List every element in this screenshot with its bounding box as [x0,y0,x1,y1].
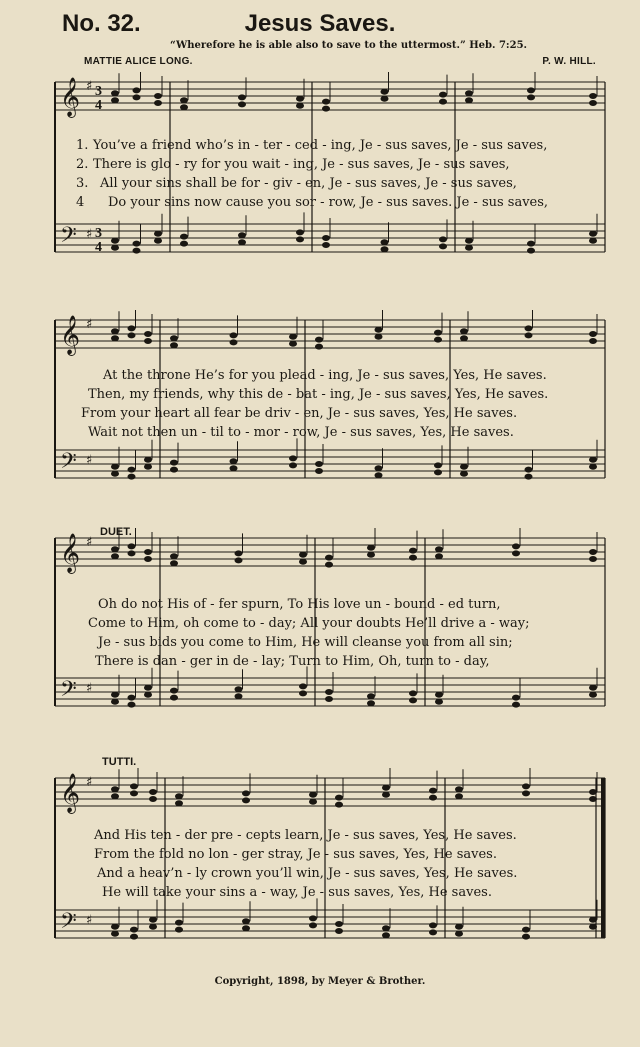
note-head [144,692,152,698]
note-head [325,562,333,568]
note-head [230,458,238,464]
note-head [170,467,178,473]
hymn-title: Jesus Saves. [244,10,396,37]
note-head [175,927,183,933]
note-head [435,699,443,705]
staff-system-2 [0,310,640,500]
bass-clef-icon: 𝄢 [60,677,77,707]
note-head [512,702,520,708]
final-bar-line [601,778,605,938]
duet-marker: DUET. [100,526,132,538]
treble-clef-icon: 𝄞 [60,77,81,117]
note-head [289,462,297,468]
note-head [367,700,375,706]
note-head [322,242,330,248]
note-head [242,918,250,924]
note-head [180,104,188,110]
note-head [589,789,597,795]
note-head [465,238,473,244]
note-head [175,793,183,799]
note-head [381,89,389,95]
sharp-icon: ♯ [86,775,93,790]
lyric-line: Come to Him, oh come to - day; All your doubts He’ll drive a - way; [88,616,530,631]
treble-clef-icon: 𝄞 [60,533,81,573]
time-signature: 3 [95,84,102,99]
note-head [439,243,447,249]
bass-clef-icon: 𝄢 [60,909,77,939]
note-head [315,461,323,467]
note-head [375,327,383,333]
note-head [154,93,162,99]
note-head [235,550,243,556]
note-head [325,555,333,561]
note-head [429,922,437,928]
sharp-icon: ♯ [86,535,93,550]
sharp-icon: ♯ [86,681,93,696]
note-head [589,924,597,930]
note-head [180,234,188,240]
note-head [525,467,533,473]
note-head [309,915,317,921]
note-head [522,783,530,789]
note-head [128,695,136,701]
note-head [309,922,317,928]
note-head [381,96,389,102]
note-head [296,96,304,102]
note-head [235,686,243,692]
note-head [170,460,178,466]
note-head [465,245,473,251]
treble-clef-icon: 𝄞 [60,773,81,813]
note-head [111,471,119,477]
note-head [315,344,323,350]
note-head [589,338,597,344]
note-head [589,331,597,337]
lyric-line: From your heart all fear be driv - en, Je - sus saves, Yes, He saves. [81,406,518,421]
note-head [434,462,442,468]
note-head [128,467,136,473]
note-head [382,792,390,798]
note-head [149,796,157,802]
note-head [111,328,119,334]
note-head [589,685,597,691]
note-head [128,550,136,556]
note-head [111,786,119,792]
note-head [130,934,138,940]
lyric-line: Then, my friends, why this de - bat - ing, Je - sus saves, Yes, He saves. [88,387,549,402]
note-head [144,338,152,344]
note-head [527,87,535,93]
note-head [589,917,597,923]
note-head [455,924,463,930]
note-head [589,93,597,99]
note-head [375,465,383,471]
note-head [170,335,178,341]
note-head [111,90,119,96]
note-head [335,795,343,801]
note-head [429,795,437,801]
note-head [465,90,473,96]
note-head [439,236,447,242]
note-head [367,552,375,558]
note-head [522,927,530,933]
note-head [522,934,530,940]
note-head [382,925,390,931]
note-head [525,474,533,480]
note-head [235,557,243,563]
note-head [242,790,250,796]
note-head [382,932,390,938]
note-head [460,471,468,477]
note-head [465,97,473,103]
lyric-line: Do your sins now cause you sor - row, Je - sus saves. Je - sus saves, [108,195,549,210]
lyric-line: And a heav’n - ly crown you’ll win, Je - sus saves, Yes, He saves. [97,866,518,881]
note-head [381,246,389,252]
sharp-icon: ♯ [86,79,93,94]
note-head [111,335,119,341]
lyric-line: From the fold no lon - ger stray, Je - sus saves, Yes, He saves. [94,847,497,862]
note-head [309,792,317,798]
note-head [429,788,437,794]
note-head [111,464,119,470]
lyric-line: There is dan - ger in de - lay; Turn to Him, Oh, turn to - day, [95,654,490,669]
note-head [439,92,447,98]
note-head [175,800,183,806]
note-head [296,229,304,235]
note-head [144,457,152,463]
note-head [299,552,307,558]
note-head [149,924,157,930]
note-head [296,103,304,109]
note-head [170,553,178,559]
note-head [435,546,443,552]
time-signature: 4 [95,240,102,255]
lyric-line: You’ve a friend who’s in - ter - ced - ing, Je - sus saves, Je - sus saves, [93,138,548,153]
scripture-reference: “Wherefore he is able also to save to the uttermost.” Heb. 7:25. [170,40,528,51]
note-head [434,337,442,343]
note-head [235,693,243,699]
note-head [170,688,178,694]
note-head [335,921,343,927]
note-head [133,248,141,254]
note-head [589,231,597,237]
lyric-line: Wait not then un - til to - mor - row, Je - sus saves, Yes, He saves. [88,425,514,440]
note-head [111,699,119,705]
note-head [128,474,136,480]
note-head [525,325,533,331]
note-head [170,342,178,348]
note-head [238,232,246,238]
note-head [242,925,250,931]
lyric-line: All your sins shall be for - giv - en, Je - sus saves, Je - sus saves, [100,176,517,191]
lyric-line: Oh do not His of - fer spurn, To His love un - bound - ed turn, [98,597,501,612]
note-head [128,543,136,549]
note-head [409,555,417,561]
note-head [128,332,136,338]
note-head [527,241,535,247]
note-head [335,928,343,934]
bass-clef-icon: 𝄢 [60,449,77,479]
note-head [133,87,141,93]
sharp-icon: ♯ [86,913,93,928]
note-head [589,457,597,463]
note-head [175,920,183,926]
note-head [154,231,162,237]
note-head [111,97,119,103]
note-head [325,689,333,695]
note-head [589,464,597,470]
note-head [322,235,330,241]
note-head [238,94,246,100]
verse-number: 1. [76,138,89,153]
note-head [299,690,307,696]
verse-number: 4 [76,195,85,210]
time-signature: 3 [95,226,102,241]
note-head [111,553,119,559]
verse-number: 3. [76,176,89,191]
note-head [111,931,119,937]
bass-clef-icon: 𝄢 [60,223,77,253]
note-head [381,239,389,245]
tutti-marker: TUTTI. [102,756,137,768]
note-head [589,796,597,802]
note-head [409,690,417,696]
note-head [144,556,152,562]
note-head [230,465,238,471]
note-head [434,330,442,336]
note-head [367,545,375,551]
note-head [289,341,297,347]
time-signature: 4 [95,98,102,113]
note-head [130,783,138,789]
note-head [299,683,307,689]
note-head [296,236,304,242]
note-head [180,241,188,247]
note-head [111,692,119,698]
note-head [130,927,138,933]
lyric-line: There is glo - ry for you wait - ing, Je - sus saves, Je - sus saves, [93,157,510,172]
copyright-notice: Copyright, 1898, by Meyer & Brother. [214,976,426,987]
note-head [242,797,250,803]
note-head [170,695,178,701]
note-head [289,455,297,461]
verse-number: 2. [76,157,89,172]
note-head [322,99,330,105]
note-head [111,546,119,552]
staff-system-1 [0,72,640,272]
note-head [589,100,597,106]
note-head [111,793,119,799]
note-head [522,790,530,796]
lyric-line: He will take your sins a - way, Je - sus saves, Yes, He saves. [102,885,492,900]
note-head [149,917,157,923]
note-head [299,559,307,565]
note-head [230,332,238,338]
note-head [525,332,533,338]
note-head [527,248,535,254]
note-head [439,99,447,105]
note-head [409,697,417,703]
note-head [289,334,297,340]
note-head [325,696,333,702]
note-head [512,695,520,701]
note-head [409,548,417,554]
note-head [460,328,468,334]
note-head [589,549,597,555]
note-head [460,335,468,341]
note-head [154,100,162,106]
note-head [133,94,141,100]
composer-credit: P. W. HILL. [542,56,596,67]
note-head [335,802,343,808]
note-head [128,325,136,331]
lyricist-credit: MATTIE ALICE LONG. [84,56,193,67]
note-head [455,786,463,792]
note-head [144,464,152,470]
note-head [111,245,119,251]
note-head [434,469,442,475]
sharp-icon: ♯ [86,453,93,468]
note-head [111,924,119,930]
note-head [238,239,246,245]
note-head [435,692,443,698]
hymn-number: No. 32. [62,10,141,37]
note-head [527,94,535,100]
note-head [589,238,597,244]
note-head [309,799,317,805]
note-head [375,472,383,478]
note-head [589,692,597,698]
treble-clef-icon: 𝄞 [60,315,81,355]
lyric-line: And His ten - der pre - cepts learn, Je - sus saves, Yes, He saves. [94,828,517,843]
note-head [589,556,597,562]
note-head [238,101,246,107]
note-head [460,464,468,470]
note-head [144,549,152,555]
note-head [382,785,390,791]
sharp-icon: ♯ [86,317,93,332]
note-head [435,553,443,559]
note-head [144,331,152,337]
note-head [322,106,330,112]
note-head [367,693,375,699]
note-head [180,97,188,103]
note-head [230,339,238,345]
note-head [512,543,520,549]
note-head [375,334,383,340]
note-head [512,550,520,556]
note-head [315,337,323,343]
note-head [315,468,323,474]
note-head [170,560,178,566]
note-head [128,702,136,708]
note-head [154,238,162,244]
note-head [429,929,437,935]
lyric-line: At the throne He’s for you plead - ing, Je - sus saves, Yes, He saves. [103,368,547,383]
note-head [149,789,157,795]
note-head [111,238,119,244]
note-head [144,685,152,691]
note-head [455,793,463,799]
note-head [133,241,141,247]
lyric-line: Je - sus bids you come to Him, He will cleanse you from all sin; [98,635,513,650]
note-head [130,790,138,796]
sharp-icon: ♯ [86,227,93,242]
note-head [455,931,463,937]
